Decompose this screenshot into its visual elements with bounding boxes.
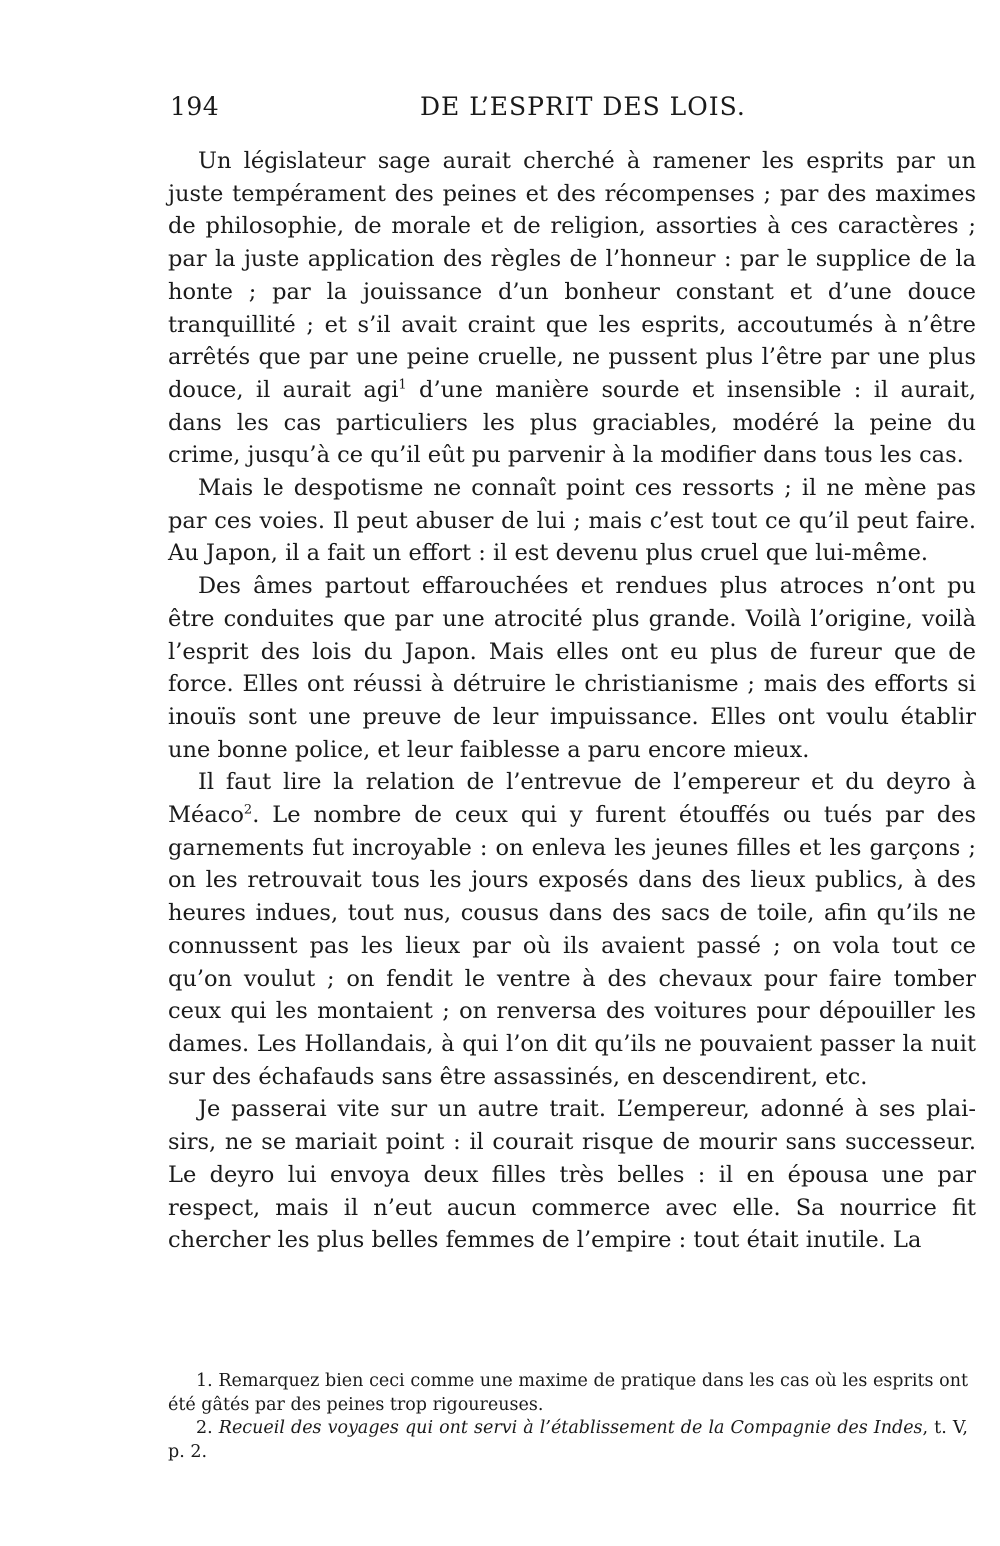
paragraph-1-text-a: Un législateur sage aurait cherché à ramener les esprits par un juste tempérament des peines et des récompenses ; par des maximes de philosophie, de morale et de religion, assorties à ces caractères ; par la juste application des règles de l’honneur : par le supplice de la honte ; par la jouissance d’un bonheur constant et d’une douce tranquillité ; et s’il avait craint que les esprits, accoutumés à n’être arrêtés que par une peine cruelle, ne pussent plus l’être par une plus douce, il aurait agi [168, 148, 976, 403]
paragraph-4-text-a: Il faut lire la relation de l’entrevue de l’empereur et du deyro à Méaco [168, 769, 976, 829]
footnote-1-text: Remarquez bien ceci comme une maxime de pratique dans les cas où les esprits ont été gâtés par des peines trop rigoureuses. [168, 1371, 968, 1415]
footnote-2 [168, 1417, 968, 1464]
footnote-ref-1: 1 [398, 377, 407, 393]
footnotes [168, 1370, 968, 1464]
paragraph-3: Des âmes partout effarouchées et rendues plus atroces n’ont pu être conduites que par une atrocité plus grande. Voilà l’origine, voilà l’esprit des lois du Japon. Mais elles ont eu plus de fureur que de force. Elles ont réussi à détruire le christianisme ; mais des efforts si inouïs sont une preuve de leur impuissance. Elles ont voulu établir une bonne police, et leur faiblesse a paru encore mieux. [168, 573, 976, 763]
paragraph-1-text-b: d’une manière sourde et insensible : il aurait, dans les cas particuliers les plus graciables, modéré la peine du crime, jusqu’à ce qu’il eût pu parvenir à la modifier dans tous les cas. [168, 376, 976, 469]
paragraph-1 [168, 145, 976, 472]
page-number: 194 [170, 92, 220, 121]
paragraph-4 [168, 766, 976, 1093]
paragraph-4-text-b: . Le nombre de ceux qui y furent étouffés ou tués par des garnements fut incroyable : on enleva les jeunes filles et les garçons ; on les retrouvait tous les jours exposés dans des lieux publics, à des heures indues, tout nus, cousus dans des sacs de toile, afin qu’ils ne connussent pas les lieux par où ils avaient passé ; on vola tout ce qu’on voulut ; on fendit le ventre à des chevaux pour faire tomber ceux qui les montaient ; on renversa des voitures pour dépouiller les dames. Les Hollandais, à qui l’on dit qu’ils ne pouvaient passer la nuit sur des échafauds sans être assassinés, en descendirent, etc. [168, 802, 976, 1090]
footnote-1-number: 1. [196, 1371, 213, 1391]
running-head [170, 92, 970, 132]
footnote-1 [168, 1370, 968, 1417]
paragraph-2: Mais le despotisme ne connaît point ces ressorts ; il ne mène pas par ces voies. Il peut abuser de lui ; mais c’est tout ce qu’il peut faire. Au Japon, il a fait un effort : il est devenu plus cruel que lui-même. [168, 475, 976, 567]
footnote-ref-2: 2 [243, 802, 253, 818]
body-text [168, 145, 976, 1257]
footnote-2-reference: , t. V, p. 2. [168, 1418, 968, 1462]
running-title: DE L’ESPRIT DES LOIS. [420, 92, 746, 121]
footnote-2-title: Recueil des voyages qui ont servi à l’établissement de la Compagnie des Indes [212, 1418, 923, 1438]
paragraph-5: Je passerai vite sur un autre trait. L’empereur, adonné à ses plaisirs, ne se mariait point : il courait risque de mourir sans successeur. Le deyro lui envoya deux filles très belles : il en épousa une par respect, mais il n’eut aucun commerce avec elle. Sa nourrice fit chercher les plus belles femmes de l’empire : tout était inutile. La [168, 1096, 976, 1254]
footnote-2-number: 2. [196, 1418, 213, 1438]
